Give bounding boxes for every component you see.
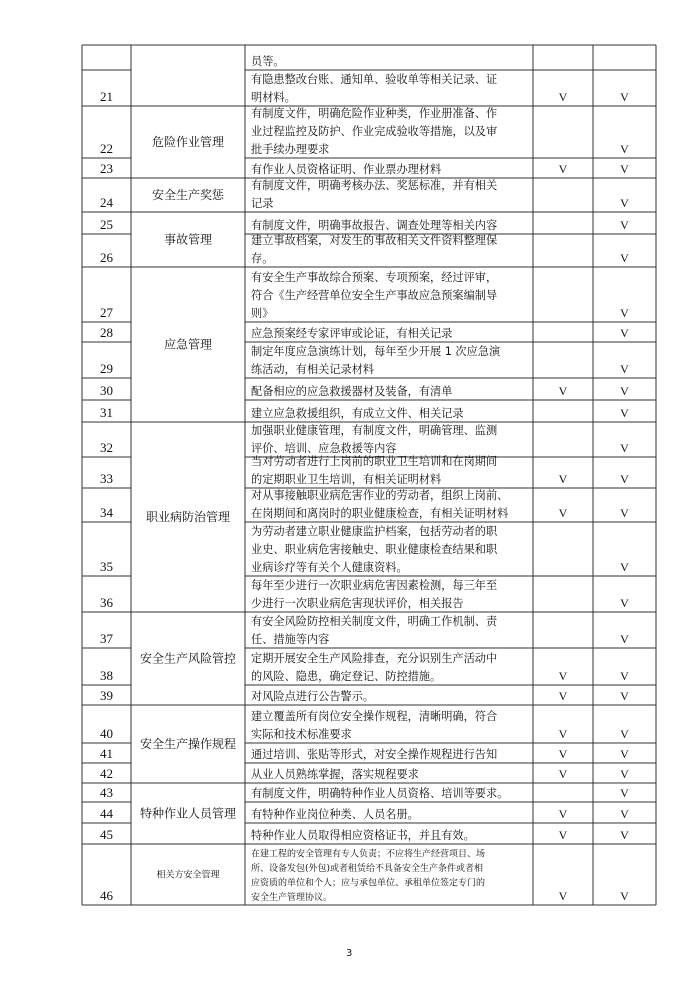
requirement-line: 有制度文件，明确特种作业人员资格、培训等要求。 bbox=[251, 787, 509, 800]
check-mark-col1: V bbox=[558, 506, 568, 520]
row-number: 28 bbox=[100, 325, 113, 340]
check-mark-col1: V bbox=[558, 162, 568, 176]
row-number: 27 bbox=[100, 305, 113, 320]
table-row bbox=[100, 827, 629, 842]
requirement-text bbox=[251, 406, 464, 420]
check-mark-col1: V bbox=[558, 747, 568, 761]
category-label: 危险作业管理 bbox=[151, 135, 225, 149]
requirement-text bbox=[251, 454, 497, 486]
table-row bbox=[100, 688, 629, 703]
requirement-line: 定期开展安全生产风险排查，充分识别生产活动中 bbox=[251, 652, 498, 665]
category-label: 安全生产风险管控 bbox=[139, 651, 237, 666]
requirement-line: 则》 bbox=[251, 307, 274, 320]
requirement-text bbox=[251, 384, 452, 398]
check-mark-col2: V bbox=[620, 560, 629, 574]
requirement-line: 当对劳动者进行上岗前的职业卫生培训和在岗期间 bbox=[251, 455, 498, 468]
check-mark-col2: V bbox=[620, 747, 629, 761]
requirement-line: 应急预案经专家评审或论证，有相关记录 bbox=[251, 327, 453, 340]
table-row bbox=[100, 383, 629, 398]
row-number: 24 bbox=[100, 195, 113, 210]
requirement-text bbox=[251, 786, 508, 800]
table-row bbox=[100, 270, 629, 320]
requirement-line: 加强职业健康管理，有制度文件，明确管理、监测 bbox=[251, 424, 498, 437]
requirement-text bbox=[251, 218, 497, 232]
row-number: 46 bbox=[100, 888, 113, 903]
category-label: 事故管理 bbox=[163, 232, 213, 247]
requirement-text bbox=[251, 828, 475, 842]
requirement-line: 有作业人员资格证明、作业票办理材料 bbox=[251, 163, 442, 176]
requirement-text bbox=[251, 423, 497, 455]
check-mark-col1: V bbox=[558, 90, 568, 104]
check-mark-col1: V bbox=[558, 807, 568, 821]
check-mark-col2: V bbox=[620, 632, 629, 646]
requirement-line: 存。 bbox=[251, 252, 274, 265]
table-row bbox=[100, 423, 629, 455]
row-number: 36 bbox=[100, 595, 113, 610]
check-mark-col2: V bbox=[620, 767, 629, 781]
row-number: 40 bbox=[100, 726, 113, 741]
requirement-text bbox=[251, 162, 441, 176]
requirement-line: 对风险点进行公告警示。 bbox=[251, 690, 375, 703]
requirement-line: 记录 bbox=[251, 197, 274, 210]
requirement-line: 符合《生产经营单位安全生产事故应急预案编制导 bbox=[251, 289, 498, 302]
row-number: 31 bbox=[100, 405, 113, 420]
requirement-text bbox=[251, 344, 501, 376]
check-mark-col2: V bbox=[620, 596, 629, 610]
table-row bbox=[100, 578, 629, 610]
check-mark-col1: V bbox=[558, 828, 568, 842]
check-mark-col1: V bbox=[558, 669, 568, 683]
requirement-line: 有制度文件，明确事故报告、调查处理等相关内容 bbox=[251, 219, 498, 232]
requirement-text bbox=[251, 55, 285, 68]
check-mark-col2: V bbox=[620, 441, 629, 455]
check-mark-col1: V bbox=[558, 889, 568, 903]
row-number: 38 bbox=[100, 668, 113, 683]
requirement-text bbox=[251, 807, 419, 821]
row-number: 35 bbox=[100, 559, 113, 574]
requirement-line: 任、措施等内容 bbox=[251, 633, 330, 646]
category-label: 应急管理 bbox=[163, 337, 213, 352]
requirement-line: 所、设备发包(外包)或者租赁给不具备安全生产条件或者相 bbox=[251, 864, 484, 874]
requirement-line: 在建工程的安全管理有专人负责；不应将生产经营项目、场 bbox=[251, 849, 486, 860]
requirement-line: 有安全生产事故综合预案、专项预案，经过评审， bbox=[251, 271, 498, 284]
requirement-line: 的定期职业卫生培训，有相关证明材料 bbox=[251, 473, 442, 486]
table-row bbox=[100, 161, 629, 176]
requirement-text bbox=[251, 747, 497, 761]
check-mark-col2: V bbox=[620, 218, 629, 232]
requirement-line: 应资质的单位和个人；应与承包单位、承租单位签定专门的 bbox=[251, 878, 486, 889]
row-number: 23 bbox=[100, 161, 113, 176]
check-mark-col2: V bbox=[620, 786, 629, 800]
row-number: 22 bbox=[100, 141, 113, 156]
row-number: 42 bbox=[100, 766, 113, 781]
check-mark-col2: V bbox=[620, 689, 629, 703]
check-mark-col2: V bbox=[620, 362, 629, 376]
row-number: 25 bbox=[100, 217, 113, 232]
category-label: 相关方安全管理 bbox=[156, 870, 220, 881]
requirement-text bbox=[251, 178, 497, 210]
row-number: 34 bbox=[100, 505, 113, 520]
requirement-line: 安全生产管理协议。 bbox=[251, 893, 333, 903]
requirement-line: 少进行一次职业病危害现状评价，相关报告 bbox=[251, 597, 464, 610]
row-number: 37 bbox=[100, 631, 113, 646]
row-number: 32 bbox=[100, 440, 113, 455]
row-number: 39 bbox=[100, 688, 113, 703]
requirement-line: 建立事故档案，对发生的事故相关文件资料整理保 bbox=[251, 234, 498, 247]
check-mark-col1: V bbox=[558, 727, 568, 741]
requirement-line: 员等。 bbox=[251, 55, 285, 68]
requirement-line: 特种作业人员取得相应资格证书，并且有效。 bbox=[251, 829, 475, 842]
requirement-text bbox=[251, 689, 374, 703]
check-mark-col2: V bbox=[620, 196, 629, 210]
row-number: 44 bbox=[100, 806, 113, 821]
requirement-line: 配备相应的应急救援器材及装备，有清单 bbox=[251, 385, 453, 398]
row-number: 26 bbox=[100, 250, 113, 265]
table-row bbox=[100, 217, 629, 232]
requirement-line: 有隐患整改台账、通知单、验收单等相关记录、证 bbox=[251, 73, 498, 86]
table-row bbox=[100, 524, 629, 574]
category-label: 安全生产奖惩 bbox=[151, 188, 225, 202]
requirement-line: 在岗期间和离岗时的职业健康检查，有相关证明材料 bbox=[251, 507, 509, 520]
requirement-line: 批手续办理要求 bbox=[251, 143, 330, 156]
requirement-line: 练活动，有相关记录材料 bbox=[251, 363, 375, 376]
requirement-line: 制定年度应急演练计划，每年至少开展 1 次应急演 bbox=[251, 345, 501, 358]
check-mark-col2: V bbox=[620, 727, 629, 741]
check-mark-col2: V bbox=[620, 828, 629, 842]
row-number: 29 bbox=[100, 361, 113, 376]
check-mark-col2: V bbox=[620, 142, 629, 156]
requirement-text bbox=[251, 233, 497, 265]
table-row bbox=[100, 454, 629, 486]
category-label: 特种作业人员管理 bbox=[139, 806, 237, 821]
requirement-line: 业过程监控及防护、作业完成验收等措施，以及审 bbox=[251, 125, 498, 138]
table-row bbox=[100, 72, 629, 104]
table-row bbox=[100, 766, 629, 781]
requirement-line: 建立应急救援组织，有成立文件、相关记录 bbox=[251, 407, 464, 420]
check-mark-col2: V bbox=[620, 384, 629, 398]
check-mark-col2: V bbox=[620, 406, 629, 420]
requirement-text bbox=[251, 106, 497, 156]
page-number: 3 bbox=[346, 948, 353, 959]
check-mark-col2: V bbox=[620, 506, 629, 520]
requirement-text bbox=[251, 848, 485, 904]
requirement-line: 建立覆盖所有岗位安全操作规程，清晰明确，符合 bbox=[251, 710, 498, 723]
requirement-text bbox=[251, 524, 498, 574]
requirement-line: 对从事接触职业病危害作业的劳动者，组织上岗前、 bbox=[251, 489, 509, 502]
row-number: 43 bbox=[100, 785, 113, 800]
table-row bbox=[251, 55, 285, 68]
check-mark-col2: V bbox=[620, 807, 629, 821]
requirement-text bbox=[251, 651, 497, 683]
requirement-text bbox=[251, 270, 497, 320]
check-mark-col2: V bbox=[620, 472, 629, 486]
requirement-text bbox=[251, 578, 497, 610]
requirement-line: 业史、职业病危害接触史、职业健康检查结果和职 bbox=[251, 543, 498, 556]
row-number: 33 bbox=[100, 471, 113, 486]
category-label: 职业病防治管理 bbox=[145, 510, 231, 524]
check-mark-col1: V bbox=[558, 767, 568, 781]
check-mark-col2: V bbox=[620, 251, 629, 265]
check-mark-col2: V bbox=[620, 326, 629, 340]
requirement-line: 明材料。 bbox=[251, 91, 296, 104]
requirement-line: 为劳动者建立职业健康监护档案，包括劳动者的职 bbox=[251, 525, 498, 538]
table-row bbox=[100, 614, 629, 646]
check-mark-col1: V bbox=[558, 472, 568, 486]
check-mark-col2: V bbox=[620, 889, 629, 903]
table-row bbox=[100, 785, 629, 800]
requirement-line: 有制度文件，明确考核办法、奖惩标准，并有相关 bbox=[251, 179, 498, 192]
requirement-line: 业病诊疗等有关个人健康资料。 bbox=[251, 561, 408, 574]
check-mark-col2: V bbox=[620, 306, 629, 320]
requirement-text bbox=[251, 614, 498, 646]
check-mark-col2: V bbox=[620, 669, 629, 683]
requirement-line: 每年至少进行一次职业病危害因素检测，每三年至 bbox=[251, 579, 498, 592]
table-rows bbox=[100, 55, 629, 903]
check-mark-col2: V bbox=[620, 162, 629, 176]
category-column bbox=[140, 135, 236, 881]
row-number: 41 bbox=[100, 746, 113, 761]
requirement-line: 评价、培训、应急救援等内容 bbox=[251, 442, 397, 455]
requirement-text bbox=[251, 72, 497, 104]
row-number: 21 bbox=[100, 89, 113, 104]
table-row bbox=[100, 405, 629, 420]
requirement-line: 有制度文件，明确危险作业种类，作业册准备、作 bbox=[251, 107, 498, 120]
check-mark-col1: V bbox=[558, 384, 568, 398]
category-label: 安全生产操作规程 bbox=[139, 737, 237, 751]
row-number: 30 bbox=[100, 383, 113, 398]
requirement-line: 从业人员熟练掌握，落实规程要求 bbox=[251, 768, 419, 781]
requirement-line: 的风险、隐患，确定登记、防控措施。 bbox=[251, 670, 442, 683]
requirement-line: 通过培训、张贴等形式，对安全操作规程进行告知 bbox=[251, 748, 498, 761]
row-number: 45 bbox=[100, 827, 113, 842]
requirement-text bbox=[251, 767, 419, 781]
requirement-line: 实际和技术标准要求 bbox=[251, 728, 352, 741]
check-mark-col2: V bbox=[620, 90, 629, 104]
requirement-text bbox=[251, 326, 452, 340]
requirement-line: 有安全风险防控相关制度文件，明确工作机制、责 bbox=[251, 615, 498, 628]
requirement-line: 有特种作业岗位种类、人员名册。 bbox=[251, 808, 419, 821]
requirement-text bbox=[251, 488, 508, 520]
check-mark-col1: V bbox=[558, 689, 568, 703]
requirement-text bbox=[251, 709, 497, 741]
